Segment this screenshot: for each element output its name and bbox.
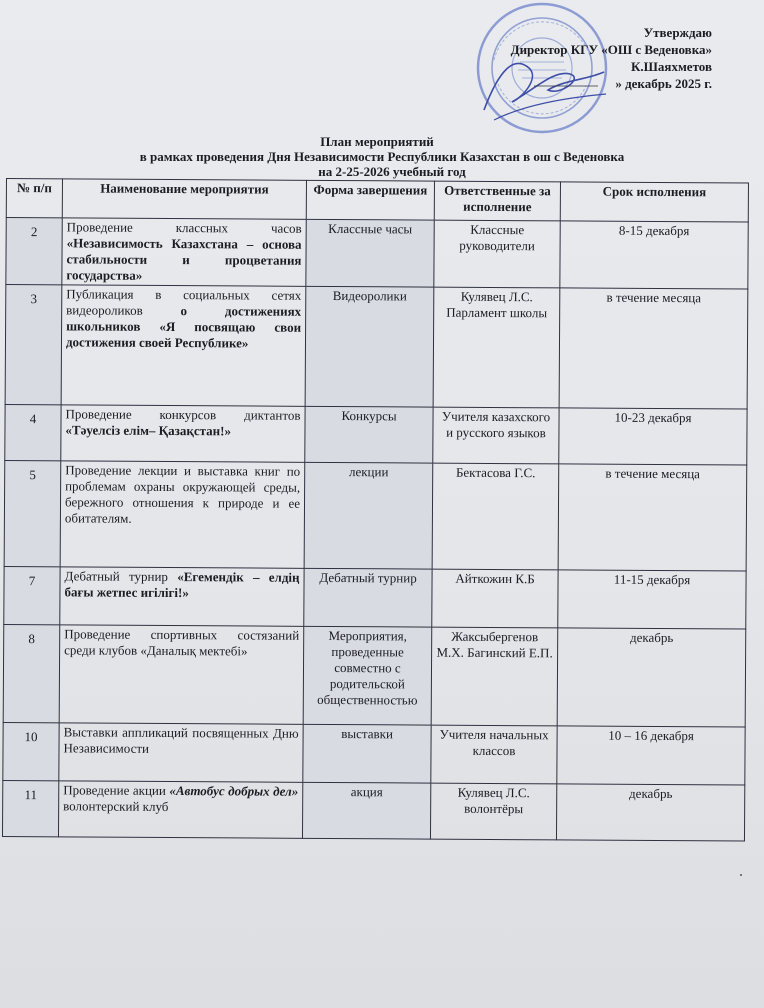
row-term: 11-15 декабря [558, 570, 746, 629]
row-term: в течение месяца [559, 288, 748, 409]
row-term: декабрь [557, 628, 746, 727]
row-name-text: Дебатный турнир [64, 568, 178, 585]
row-responsible: Кулявец Л.С. волонтёры [430, 783, 556, 840]
row-term: 10 – 16 декабря [557, 726, 745, 785]
row-responsible: Бектасова Г.С. [432, 463, 559, 570]
row-responsible: Кулявец Л.С. Парламент школы [433, 287, 560, 408]
table-row [5, 404, 747, 465]
row-num: 5 [4, 460, 61, 566]
row-name: Проведение лекции и выставка книг по проблемам охраны окружающей среды, бережного отношения к природе и ее обитателям. [60, 461, 305, 568]
row-responsible: Айткожин К.Б [432, 569, 558, 628]
title-line-1: План мероприятий [320, 134, 434, 149]
approval-date: » декабрь 2025 г. [615, 76, 712, 91]
header-responsible: Ответственные за исполнение [434, 181, 560, 221]
row-name-text: Проведение конкурсов диктантов [65, 406, 301, 423]
row-term: в течение месяца [558, 464, 747, 571]
row-form: выставки [303, 724, 431, 783]
row-form: лекции [304, 462, 433, 569]
table-row [3, 624, 746, 727]
approval-title: Утверждаю [643, 25, 712, 40]
row-num: 11 [2, 780, 58, 836]
document-title [0, 134, 764, 179]
approval-director: Директор КГУ «ОШ с Веденовка» [510, 42, 712, 57]
row-name-bold: «Независимость Казахстана – основа стабильности и процветания государства» [66, 235, 302, 283]
row-term: 8-15 декабря [560, 221, 748, 289]
row-term: 10-23 декабря [559, 408, 747, 465]
row-form: Конкурсы [305, 406, 433, 463]
row-name-bold: о достижениях школьников «Я посвящаю свои достижения своей Республике» [65, 303, 302, 351]
row-num: 10 [3, 722, 59, 780]
row-name-bold: «Автобус добрых дел» [169, 783, 299, 799]
row-name-tail: волонтерский клуб [63, 798, 169, 815]
header-name: Наименование мероприятия [62, 179, 306, 219]
row-name: Проведение спортивных состязаний среди клубов «Даналық мектебі» [59, 625, 304, 724]
row-term: декабрь [556, 784, 744, 841]
approval-signer: К.Шаяхметов [630, 59, 712, 74]
row-num: 2 [6, 218, 62, 285]
row-responsible: Учителя начальных классов [431, 725, 557, 784]
row-name-bold: «Тәуелсіз елім– Қазақстан!» [65, 422, 232, 439]
table-row [5, 285, 748, 410]
row-name [60, 567, 304, 626]
row-name-bold: «Егемендік – елдің бағы жетпес игілігі!» [64, 569, 300, 601]
row-num: 8 [3, 624, 60, 722]
row-num: 4 [5, 404, 61, 460]
row-form: акция [302, 782, 430, 839]
table-header-row [6, 179, 748, 223]
header-form: Форма завершения [306, 180, 434, 220]
row-name-text: Проведение акции [63, 782, 170, 799]
row-name-text: Проведение классных часов [66, 219, 302, 236]
table-row [3, 722, 745, 785]
title-line-2: в рамках проведения Дня Независимости Республики Казахстан в ош с Веденовка [139, 149, 625, 164]
row-responsible: Учителя казахского и русского языков [433, 407, 559, 464]
row-name [62, 218, 306, 286]
approval-block [452, 24, 712, 92]
table-row [4, 566, 746, 629]
header-term: Срок исполнения [560, 182, 748, 222]
row-form: Классные часы [306, 219, 434, 287]
row-form: Дебатный турнир [304, 568, 432, 627]
row-form: Мероприятия, проведенные совместно с родительской общественностью [303, 626, 432, 725]
row-name: Выставки аппликаций посвященных Дню Независимости [59, 723, 303, 782]
row-form: Видеоролики [305, 286, 434, 407]
events-table [2, 178, 749, 842]
row-responsible: Жаксыбергенов М.Х. Багинский Е.П. [431, 627, 558, 726]
row-responsible: Классные руководители [434, 220, 560, 288]
row-name [61, 405, 305, 462]
table-row [6, 218, 748, 290]
title-line-3: на 2-25-2026 учебный год [318, 164, 466, 179]
row-name [58, 781, 302, 838]
paper-speck [740, 874, 742, 876]
row-name [61, 285, 306, 406]
row-num: 3 [5, 285, 62, 405]
row-num: 7 [4, 566, 60, 624]
row-name-text: Публикация в социальных сетях видеороликов [66, 286, 302, 319]
header-num: № п/п [6, 179, 62, 218]
table-row [4, 460, 747, 571]
table-row [2, 780, 744, 841]
